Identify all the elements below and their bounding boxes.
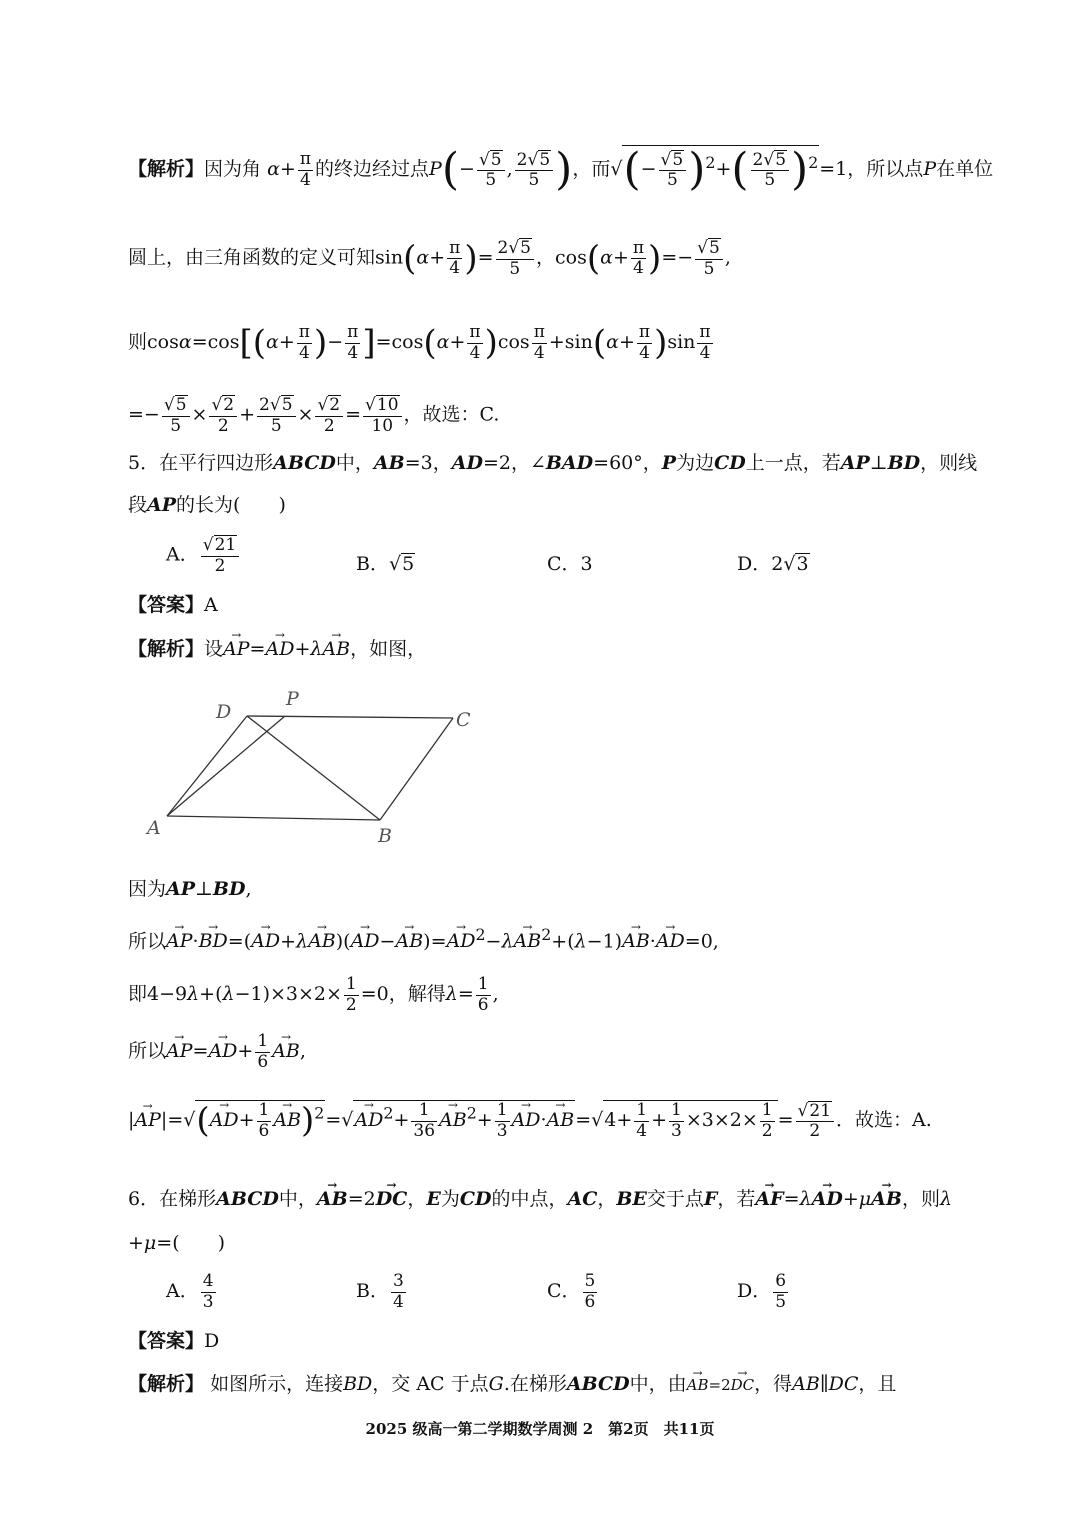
q6-option-a: A． $\frac{4}{3}$: [166, 1271, 214, 1312]
q5-analysis-line-5: 所以→ AP=→ AD+ $\frac{1}{6}$ → AB,: [128, 1032, 306, 1072]
q4-analysis-line-1: 【解析】因为角 α+ $\frac{\pi}{4}$ 的终边经过点P(− $\frac{√5}{5}$ , $\frac{2√5}{5}$ )，而√(− $\frac{√5}{5}$ )$^2$+( $\frac{2√5}{5}$ )$^2$=1，所以点P在单位: [128, 144, 994, 196]
q6-answer: 【答案】D: [128, 1330, 220, 1352]
q6-stem-line-2: +μ=( ): [128, 1232, 226, 1254]
page-footer: 2025 级高一第二学期数学周测 2 第2页 共11页: [365, 1420, 715, 1438]
label-b: B: [378, 825, 392, 847]
label-c: C: [456, 709, 471, 731]
q5-analysis-line-1: 【解析】设→ AP=→ AD+λ→ AB，如图，: [128, 640, 426, 659]
q5-option-c: C．3: [547, 553, 593, 575]
q4-analysis-line-2: 圆上，由三角函数的定义可知sin(α+ $\frac{\pi}{4}$ )= $\frac{2√5}{5}$ ，cos(α+ $\frac{\pi}{4}$ )=− $\frac{√5}{5}$ ,: [128, 237, 731, 279]
q5-analysis-line-6: |→ AP|=√(→ AD+ $\frac{1}{6}$ → $AB)^2=√\to AD^2+$ $\frac{1}{36}$ → $AB^2+$ $\frac{1}{3}$ → AD·→ AB=√4+ $\frac{1}{4}$ + $\frac{1}{3}$ ×3×2× $\frac{1}{2}$ = $\frac{√21}{2}$ ．故选：A.: [128, 1100, 932, 1142]
q5-analysis-line-2: 因为AP⊥BD,: [128, 878, 252, 900]
q5-option-d: D．2√3: [737, 553, 809, 575]
q4-analysis-line-4: =− $\frac{√5}{5}$ × $\frac{√2}{2}$ + $\frac{2√5}{5}$ × $\frac{√2}{2}$ = $\frac{√10}{10}$ ，故选：C.: [128, 395, 500, 436]
q6-analysis-line-1: 【解析】 如图所示，连接BD，交 AC 于点G.在梯形ABCD中，由→ AB=2→ DC，得AB∥DC，且: [128, 1375, 896, 1394]
q5-analysis-line-3: 所以→ $AP\cdot\to BD=(\to AD+\lambda\to AB)(\to AD-\to AB)=\to AD^2-\lambda\to AB^2+(\lambda-1)\to AB\cdot\to AD=0$,: [128, 927, 719, 951]
q5-answer: 【答案】A: [128, 594, 218, 616]
q5-stem-line-2: 段AP的长为( ): [128, 494, 286, 516]
q4-analysis-line-3: 则cosα=cos[(α+ $\frac{\pi}{4}$ )− $\frac{\pi}{4}$ ]=cos(α+ $\frac{\pi}{4}$ )cos $\frac{\pi}{4}$ +sin(α+ $\frac{\pi}{4}$ )sin $\frac{\pi}{4}$: [128, 322, 711, 364]
q5-stem-line-1: 5．在平行四边形ABCD中，AB=3，AD=2，∠BAD=60°，P为边CD上一点，若AP⊥BD，则线: [128, 452, 978, 474]
q5-option-a: A． $\frac{√21}{2}$: [166, 535, 241, 576]
q6-stem-line-1: 6．在梯形ABCD中，→ AB=2→ DC，E为CD的中点，AC，BE交于点F，若→ AF=λ→ AD+μ→ AB，则λ: [128, 1190, 952, 1209]
q6-option-c: C． $\frac{5}{6}$: [547, 1271, 596, 1312]
q5-option-b: B．√5: [356, 553, 415, 575]
parallelogram-figure: [140, 680, 500, 850]
q5-analysis-line-4: 即4−9λ+(λ−1)×3×2× $\frac{1}{2}$ =0，解得λ= $\frac{1}{6}$ ,: [128, 974, 499, 1015]
q6-option-b: B． $\frac{3}{4}$: [356, 1271, 404, 1312]
label-a: A: [147, 817, 161, 839]
label-p: P: [286, 688, 299, 710]
label-d: D: [216, 701, 232, 723]
q6-option-d: D． $\frac{6}{5}$: [737, 1271, 787, 1312]
